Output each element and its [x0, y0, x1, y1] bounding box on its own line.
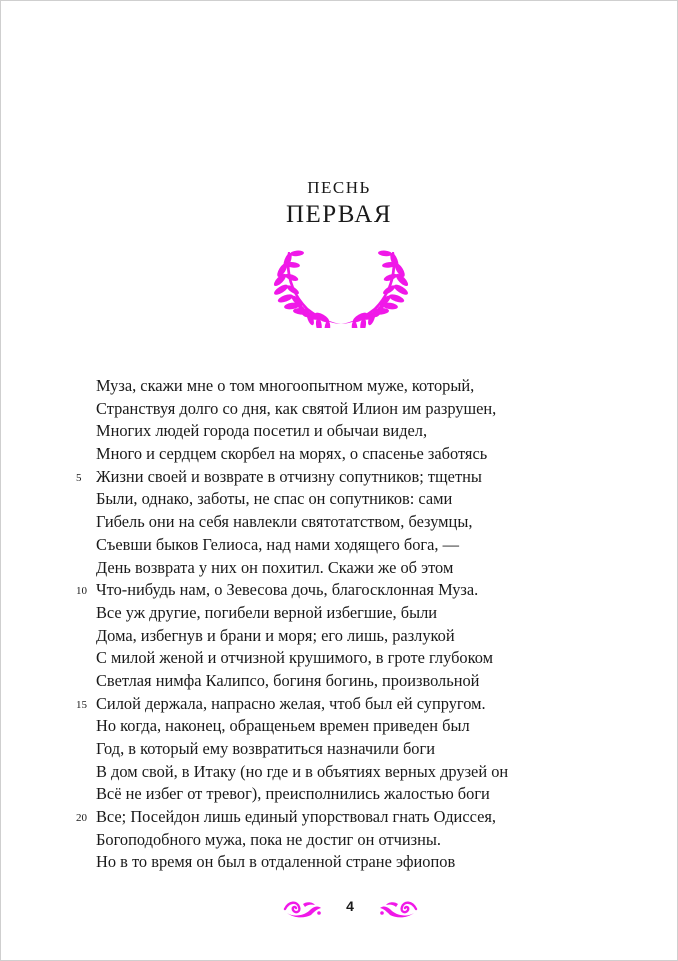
poem-text — [0, 375, 678, 874]
line-text: Силой держала, напрасно желая, чтоб был ей супругом. — [96, 693, 486, 713]
poem-line — [0, 829, 678, 852]
chapter-label: ПЕСНЬ — [307, 178, 371, 197]
laurel-wreath-icon — [268, 244, 414, 328]
poem-line — [0, 375, 678, 398]
chapter-title: ПЕРВАЯ — [285, 201, 393, 228]
page-number: 4 — [346, 898, 354, 914]
poem-line — [0, 670, 678, 693]
poem-line — [0, 443, 678, 466]
line-text: День возврата у них он похитил. Скажи же об этом — [96, 557, 454, 577]
line-text: Но когда, наконец, обращеньем времен приведен был — [96, 716, 470, 736]
line-text: Жизни своей и возврате в отчизну сопутников; тщетны — [96, 466, 482, 486]
flourish-left-icon — [283, 899, 323, 919]
line-text: Многих людей города посетил и обычаи видел, — [96, 421, 428, 441]
poem-line — [0, 647, 678, 670]
line-text: В дом свой, в Итаку (но где и в объятиях верных друзей он — [96, 761, 509, 781]
poem-line — [0, 715, 678, 738]
poem-line — [0, 466, 678, 489]
line-number: 15 — [76, 698, 87, 711]
line-text: Год, в который ему возвратиться назначили боги — [96, 739, 435, 758]
chapter-header — [0, 178, 678, 230]
poem-line — [0, 534, 678, 557]
poem-line — [0, 625, 678, 648]
poem-line — [0, 761, 678, 784]
line-text: Странствуя долго со дня, как святой Илион им разрушен, — [96, 398, 497, 418]
page-footer — [0, 894, 678, 924]
line-number: 5 — [76, 471, 82, 484]
poem-line — [0, 783, 678, 806]
line-text: Всё не избег от тревог), преисполнились жалостью боги — [96, 784, 490, 804]
line-text: Муза, скажи мне о том многоопытном муже, который, — [96, 376, 475, 395]
line-text: С милой женой и отчизной крушимого, в гроте глубоком — [96, 648, 494, 668]
poem-line — [0, 398, 678, 421]
line-text: Все; Посейдон лишь единый упорствовал гнать Одиссея, — [96, 807, 496, 827]
line-text: Все уж другие, погибели верной избегшие, были — [96, 602, 438, 622]
line-text: Много и сердцем скорбел на морях, о спасенье заботясь — [96, 444, 488, 464]
line-text: Богоподобного мужа, пока не достиг он отчизны. — [96, 829, 441, 849]
line-text: Что-нибудь нам, о Зевесова дочь, благосклонная Муза. — [96, 580, 479, 600]
line-text: Дома, избегнув и брани и моря; его лишь, разлукой — [96, 625, 455, 645]
line-number: 10 — [76, 585, 87, 598]
poem-line — [0, 420, 678, 443]
line-text: Но в то время он был в отдаленной стране эфиопов — [96, 852, 456, 872]
poem-line — [0, 557, 678, 580]
poem-line — [0, 738, 678, 761]
line-text: Гибель они на себя навлекли святотатством, безумцы, — [96, 512, 473, 532]
poem-line — [0, 851, 678, 874]
line-text: Были, однако, заботы, не спас он сопутников: сами — [96, 489, 453, 509]
poem-line — [0, 579, 678, 602]
flourish-right-icon — [378, 899, 418, 919]
poem-line — [0, 806, 678, 829]
line-text: Съевши быков Гелиоса, над нами ходящего бога, — — [96, 534, 459, 554]
line-text: Светлая нимфа Калипсо, богиня богинь, произвольной — [96, 670, 480, 690]
poem-line — [0, 488, 678, 511]
poem-line — [0, 602, 678, 625]
poem-line — [0, 511, 678, 534]
line-number: 20 — [76, 812, 87, 825]
poem-line — [0, 693, 678, 716]
